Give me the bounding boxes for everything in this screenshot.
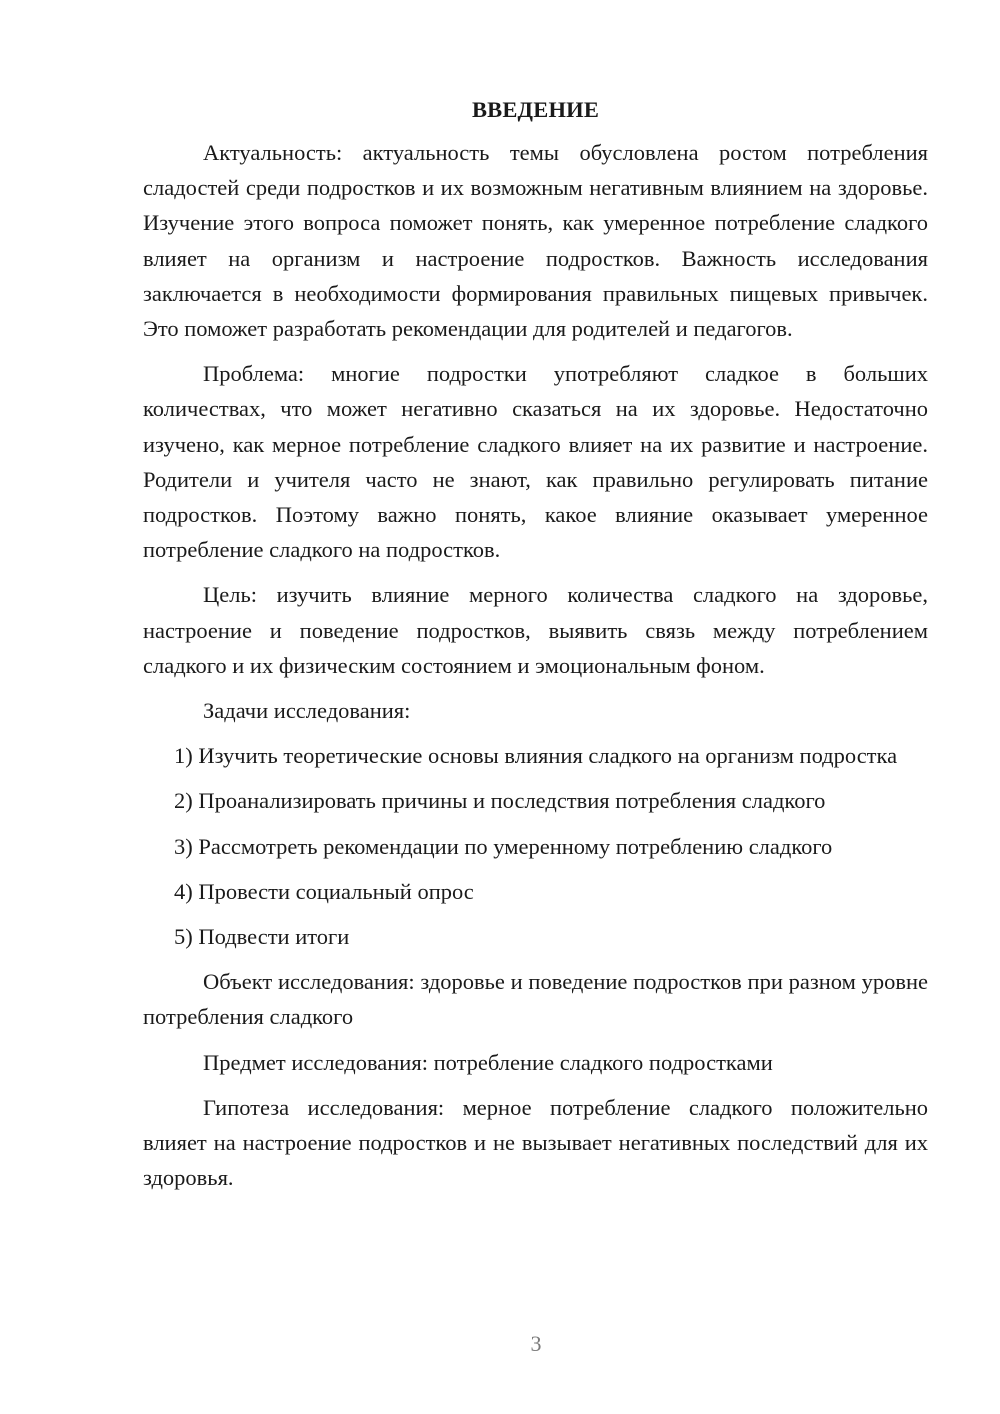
problem-paragraph: Проблема: многие подростки употребляют сладкое в больших количествах, что может негативно сказаться на их здоровье. Недостаточно изучено, как мерное потребление сладкого влияет на их развитие и настроение. Родители и учителя часто не знают, как правильно регулировать питание подростков. Поэтому важно понять, какое влияние оказывает умеренное потребление сладкого на подростков. [143,361,928,563]
goal-paragraph: Цель: изучить влияние мерного количества сладкого на здоровье, настроение и поведение подростков, выявить связь между потреблением сладкого и их физическим состоянием и эмоциональным фоном. [143,582,928,678]
subject-paragraph: Предмет исследования: потребление сладкого подростками [203,1049,773,1075]
task-item-4: 4) Провести социальный опрос [174,878,474,904]
task-item-1: 1) Изучить теоретические основы влияния сладкого на организм подростка [174,743,898,769]
task-item-5: 5) Подвести итоги [174,924,350,950]
task-item-2: 2) Проанализировать причины и последствия потребления сладкого [174,788,826,814]
hypothesis-paragraph: Гипотеза исследования: мерное потребление сладкого положительно влияет на настроение подростков и не вызывает негативных последствий для их здоровья. [143,1094,928,1191]
object-paragraph: Объект исследования: здоровье и поведение подростков при разном уровне потребления сладкого [143,969,928,1030]
task-item-3: 3) Рассмотреть рекомендации по умеренному потреблению сладкого [174,833,833,859]
page-title: ВВЕДЕНИЕ [471,97,600,122]
tasks-heading: Задачи исследования: [203,698,411,724]
page-number: 3 [530,1331,542,1356]
document-body [143,92,928,1205]
relevance-paragraph: Актуальность: актуальность темы обусловлена ростом потребления сладостей среди подростков и их возможным негативным влиянием на здоровье. Изучение этого вопроса поможет понять, как умеренное потребление сладкого влияет на организм и настроение подростков. Важность исследования заключается в необходимости формирования правильных пищевых привычек. Это поможет разработать рекомендации для родителей и педагогов. [143,140,928,342]
